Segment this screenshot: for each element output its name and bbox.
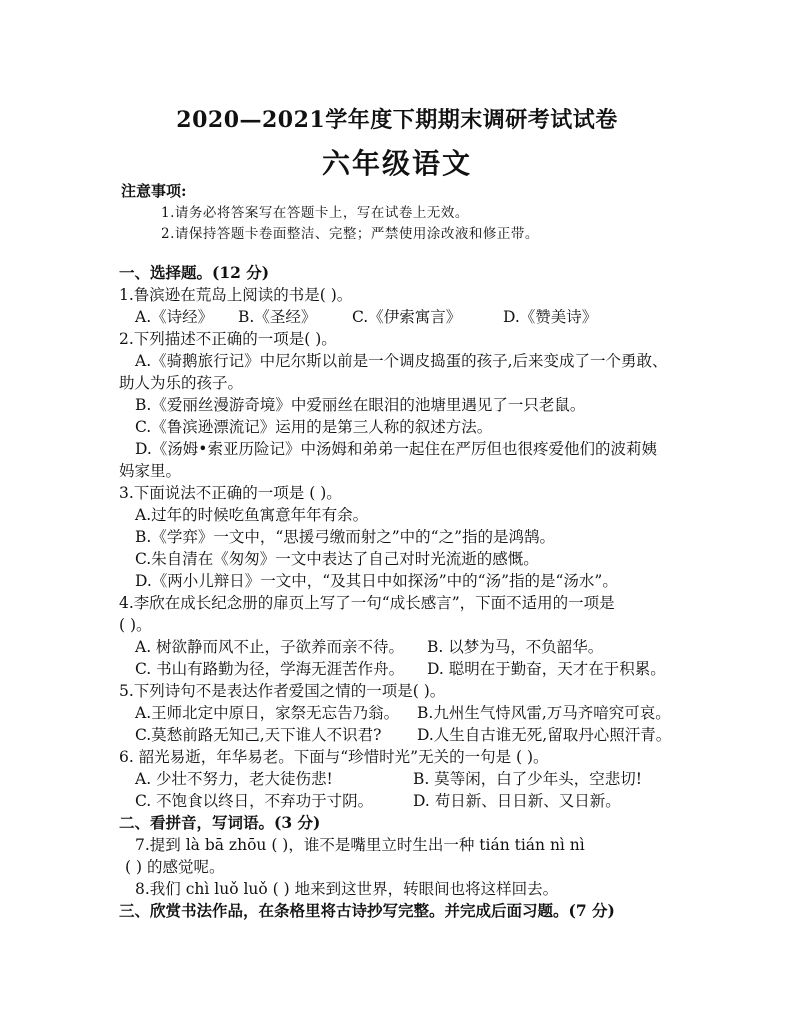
notice-item-2: 2.请保持答题卡卷面整洁、完整；严禁使用涂改液和修正带。 — [161, 226, 539, 242]
section3-heading: 三、欣赏书法作品，在条格里将古诗抄写完整。并完成后面习题。(7 分) — [119, 901, 615, 920]
q6-stem: 6. 韶光易逝，年华易老。下面与“珍惜时光”无关的一句是 ( )。 — [119, 748, 549, 766]
q6-option-c: C. 不饱食以终日，不弃功于寸阴。 — [135, 792, 374, 810]
q3-option-a: A.过年的时候吃鱼寓意年年有余。 — [135, 506, 369, 524]
q6-option-b: B. 莫等闲，白了少年头，空悲切! — [413, 770, 642, 788]
q3-option-b: B.《学弈》一文中，“思援弓缴而射之”中的“之”指的是鸿鹄。 — [135, 528, 556, 546]
q5-option-c: C.莫愁前路无知己,天下谁人不识君? — [135, 726, 382, 744]
notice-heading: 注意事项: — [121, 182, 187, 200]
q6-option-a: A. 少壮不努力，老大徒伤悲! — [135, 770, 333, 788]
q5-option-d: D.人生自古谁无死,留取丹心照汗青。 — [417, 726, 672, 744]
q4-stem-line1: 4.李欣在成长纪念册的扉页上写了一句“成长感言”，下面不适用的一项是 — [119, 594, 615, 612]
q3-option-c: C.朱自清在《匆匆》一文中表达了自己对时光流逝的感慨。 — [135, 550, 539, 568]
exam-subtitle: 六年级语文 — [321, 147, 472, 180]
q1-option-c: C.《伊索寓言》 — [352, 308, 462, 326]
section2-heading: 二、看拼音，写词语。(3 分) — [119, 813, 321, 832]
q1-stem: 1.鲁滨逊在荒岛上阅读的书是( )。 — [119, 286, 353, 304]
exam-title: 2020—2021学年度下期期末调研考试试卷 — [176, 107, 618, 133]
q5-stem: 5.下列诗句不是表达作者爱国之情的一项是( )。 — [119, 682, 446, 700]
q2-option-d-line1: D.《汤姆•索亚历险记》中汤姆和弟弟一起住在严厉但也很疼爱他们的波莉姨 — [135, 440, 657, 458]
q2-option-c: C.《鲁滨逊漂流记》运用的是第三人称的叙述方法。 — [135, 418, 493, 436]
q3-option-d: D.《两小儿辩日》一文中，“及其日中如探汤”中的“汤”指的是“汤水”。 — [135, 572, 618, 590]
q7-line2: ( ) 的感觉呢。 — [125, 858, 225, 876]
q2-option-a-line1: A.《骑鹅旅行记》中尼尔斯以前是一个调皮捣蛋的孩子,后来变成了一个勇敢、 — [135, 352, 668, 370]
q4-option-b: B. 以梦为马，不负韶华。 — [427, 638, 604, 656]
q7-line1: 7.提到 là bā zhōu ( )，谁不是嘴里立时生出一种 tián tián nì nì — [135, 836, 585, 854]
q8-line: 8.我们 chì luǒ luǒ ( ) 地来到这世界，转眼间也将这样回去。 — [135, 880, 559, 898]
section1-heading: 一、选择题。(12 分) — [119, 263, 270, 282]
q4-stem-line2: ( )。 — [119, 616, 152, 634]
q2-option-b: B.《爱丽丝漫游奇境》中爱丽丝在眼泪的池塘里遇见了一只老鼠。 — [135, 396, 586, 414]
q4-option-a: A. 树欲静而风不止，子欲养而亲不待。 — [135, 638, 405, 656]
q6-option-d: D. 苟日新、日日新、又日新。 — [413, 792, 621, 810]
q2-option-d-line2: 妈家里。 — [119, 462, 182, 480]
q1-option-b: B.《圣经》 — [238, 308, 317, 326]
notice-item-1: 1.请务必将答案写在答题卡上，写在试卷上无效。 — [161, 205, 469, 221]
q1-option-a: A.《诗经》 — [135, 308, 214, 326]
q5-option-a: A.王师北定中原日，家祭无忘告乃翁。 — [135, 704, 400, 722]
q3-stem: 3.下面说法不正确的一项是 ( )。 — [119, 484, 342, 502]
q4-option-c: C. 书山有路勤为径，学海无涯苦作舟。 — [135, 660, 405, 678]
q2-stem: 2.下列描述不正确的一项是( )。 — [119, 330, 337, 348]
q4-option-d: D. 聪明在于勤奋，天才在于积累。 — [427, 660, 666, 678]
q1-option-d: D.《赞美诗》 — [503, 308, 598, 326]
q5-option-b: B.九州生气恃风雷,万马齐喑究可哀。 — [417, 704, 671, 722]
q2-option-a-line2: 助人为乐的孩子。 — [119, 374, 244, 392]
